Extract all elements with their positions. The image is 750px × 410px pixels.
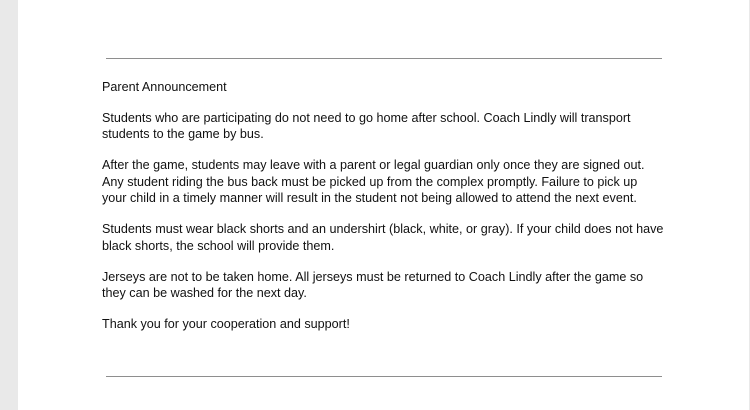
announcement-body xyxy=(102,79,664,347)
announcement-title: Parent Announcement xyxy=(102,80,227,94)
paragraph-uniform: Students must wear black shorts and an undershirt (black, white, or gray). If your child does not have black shorts, the school will provide them. xyxy=(102,222,664,253)
paragraph-thanks: Thank you for your cooperation and support! xyxy=(102,317,350,331)
paragraph-transport: Students who are participating do not need to go home after school. Coach Lindly will transport students to the game by bus. xyxy=(102,110,631,141)
paragraph-jerseys: Jerseys are not to be taken home. All jerseys must be returned to Coach Lindly after the game so they can be washed for the next day. xyxy=(102,269,644,300)
paragraph-pickup: After the game, students may leave with a parent or legal guardian only once they are signed out. Any student riding the bus back must be picked up from the complex promptly. Failure to pick up your child in a timely manner will result in the student not being allowed to attend the next event. xyxy=(102,158,645,205)
top-divider xyxy=(106,58,662,59)
document-page xyxy=(18,0,749,410)
bottom-divider xyxy=(106,376,662,377)
